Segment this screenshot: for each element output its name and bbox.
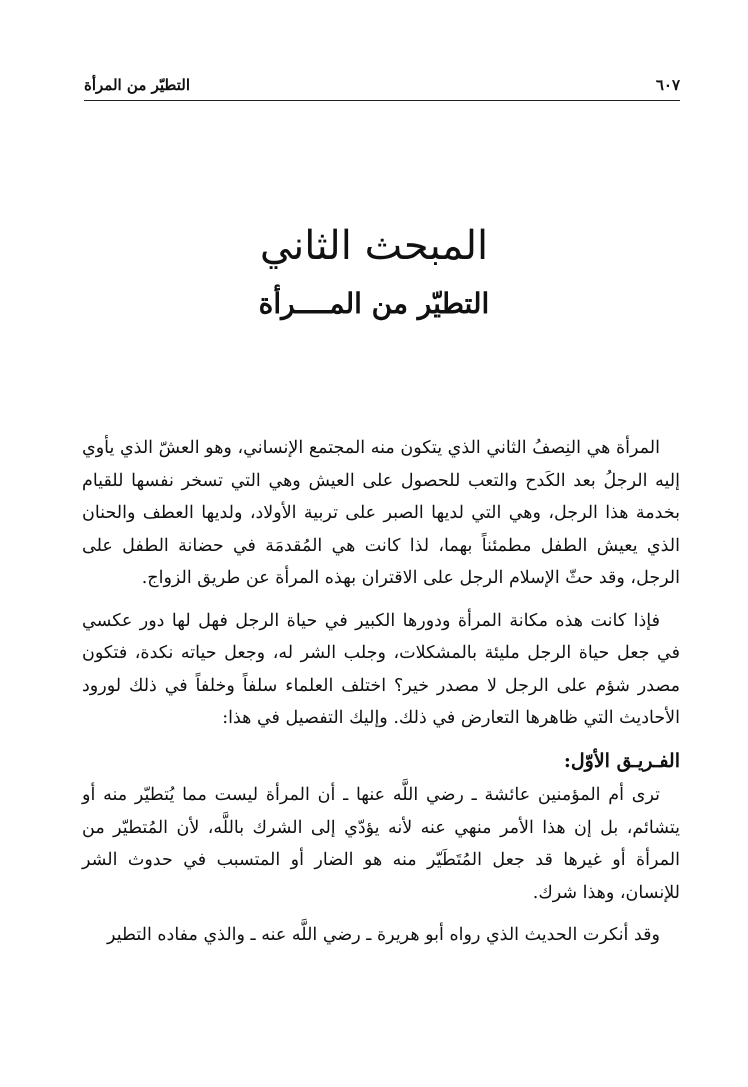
paragraph: المرأة هي النِصفُ الثاني الذي يتكون منه المجتمع الإنساني، وهو العشّ الذي يأوي إليه الرجلُ بعد الكَدح والتعب للحصول على العيش وهي التي تسخر نفسها للقيام بخدمة هذا الرجل، وهي التي لديها الصبر على تربية الأولاد، ولديها العطف والحنان الذي يعيش الطفل مطمئناً بهما، لذا كانت هي المُقدمَة في حضانة الطفل على الرجل، وقد حثّ الإسلام الرجل على الاقتران بهذه المرأة عن طريق الزواج. <box>82 438 680 588</box>
section-title: التطيّر من المــــرأة <box>258 287 490 320</box>
running-title: التطيّر من المرأة <box>84 76 190 94</box>
chapter-title: المبحث الثاني <box>259 223 489 269</box>
paragraph: فإذا كانت هذه مكانة المرأة ودورها الكبير في حياة الرجل فهل لها دور عكسي في جعل حياة الرجل مليئة بالمشكلات، وجلب الشر له، وجعل حياته نكدة، فتكون مصدر شؤم على الرجل لا مصدر خير؟ اختلف العلماء سلفاً وخلفاً في ذلك لورود الأحاديث التي ظاهرها التعارض في ذلك. وإليك التفصيل في هذا: <box>82 610 680 728</box>
running-header <box>84 70 680 100</box>
body-text <box>82 432 680 962</box>
header-rule <box>84 100 680 101</box>
paragraph: وقد أنكرت الحديث الذي رواه أبو هريرة ـ رضي اللَّه عنه ـ والذي مفاده التطير <box>107 925 660 945</box>
subheading: الفـريـق الأوّل: <box>563 749 680 772</box>
paragraph: ترى أم المؤمنين عائشة ـ رضي اللَّه عنها ـ أن المرأة ليست مما يُتطيّر منه أو يتشائم، بل إن هذا الأمر منهي عنه لأنه يؤدّي إلى الشرك باللَّه، لأن المُتطيّر من المرأة أو غيرها قد جعل المُتَطَيّر منه هو الضار أو المتسبب في حدوث الشر للإنسان، وهذا شرك. <box>82 785 680 903</box>
page-number: ٦٠٧ <box>655 76 680 94</box>
